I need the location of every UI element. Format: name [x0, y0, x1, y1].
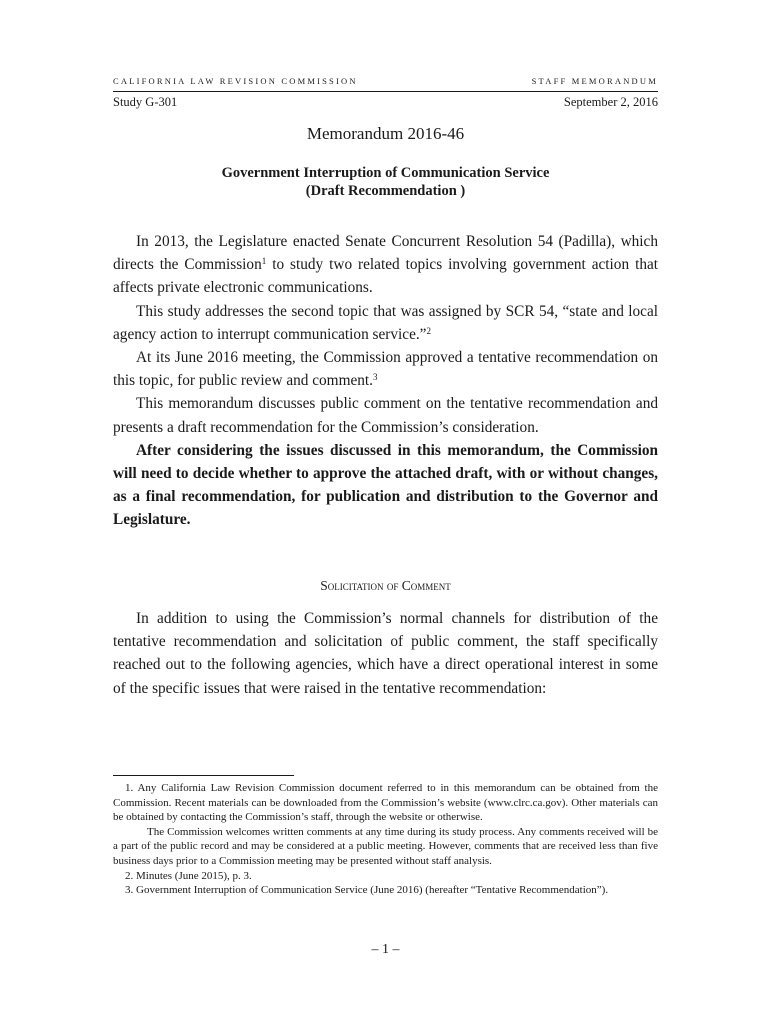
paragraph-2-text: This study addresses the second topic that was assigned by SCR 54, “state and local agency action to interrupt communication service.” — [113, 302, 658, 343]
org-name: CALIFORNIA LAW REVISION COMMISSION — [113, 76, 358, 86]
doc-type: STAFF MEMORANDUM — [531, 76, 658, 86]
paragraph-1 — [113, 230, 658, 300]
paragraph-1-text-a: In 2013, the Legislature enacted Senate Concurrent Resolution 54 (Padilla), which directs the Commission — [113, 233, 658, 274]
title-line-1: Government Interruption of Communication Service — [221, 165, 550, 181]
solicitation-paragraph: In addition to using the Commission’s normal channels for distribution of the tentative recommendation and solicitation of public comment, the staff specifically reached out to the following agencies, which have a direct operational interest in some of the specific issues that were raised in the tentative recommendation: — [113, 610, 658, 697]
section-heading: Solicitation of Comment — [320, 578, 451, 593]
intro-section — [113, 230, 658, 532]
title-line-2: (Draft Recommendation ) — [305, 183, 466, 199]
footnote-ref-3: 3 — [372, 372, 378, 383]
footnote-3: 3. Government Interruption of Communication Service (June 2016) (hereafter “Tentative Recommendation”). — [125, 884, 609, 897]
footnote-ref-2: 2 — [426, 325, 431, 336]
header-meta — [113, 95, 658, 110]
paragraph-2 — [113, 300, 658, 346]
memo-title — [113, 164, 658, 200]
solicitation-section — [113, 607, 658, 700]
footnote-1-continued: The Commission welcomes written comments at any time during its study process. Any comments received will be a part of the public record and may be considered at a public meeting. However, comments that are received less than five business days prior to a Commission meeting may be presented without staff analysis. — [113, 825, 658, 867]
footnotes — [113, 781, 658, 898]
paragraph-4: This memorandum discusses public comment on the tentative recommendation and presents a draft recommendation for the Commission’s consideration. — [113, 395, 658, 436]
study-id: Study G-301 — [113, 95, 178, 109]
header-rule — [113, 91, 658, 92]
running-header — [113, 76, 658, 86]
paragraph-1-text-b: to study two related topics involving government action that affects private electronic communications. — [113, 256, 659, 297]
footnote-1: 1. Any California Law Revision Commission document referred to in this memorandum can be obtained from the Commission. Recent materials can be downloaded from the Commission’s website (www.clrc.ca.gov). Other materials can be obtained by contacting the Commission’s staff, through the website or otherwise. — [113, 782, 658, 824]
memo-number: Memorandum 2016-46 — [306, 124, 465, 143]
page-number: – 1 – — [371, 942, 400, 957]
memo-date: September 2, 2016 — [563, 95, 658, 109]
footnote-rule — [113, 775, 294, 776]
paragraph-3 — [113, 346, 658, 392]
paragraph-3-text: At its June 2016 meeting, the Commission approved a tentative recommendation on this topic, for public review and comment. — [113, 349, 658, 390]
footnote-ref-1: 1 — [261, 256, 267, 267]
footnote-2: 2. Minutes (June 2015), p. 3. — [125, 869, 252, 882]
paragraph-5-decision: After considering the issues discussed in this memorandum, the Commission will need to decide whether to approve the attached draft, with or without changes, as a final recommendation, for publication and distribution to the Governor and Legislature. — [113, 441, 658, 529]
